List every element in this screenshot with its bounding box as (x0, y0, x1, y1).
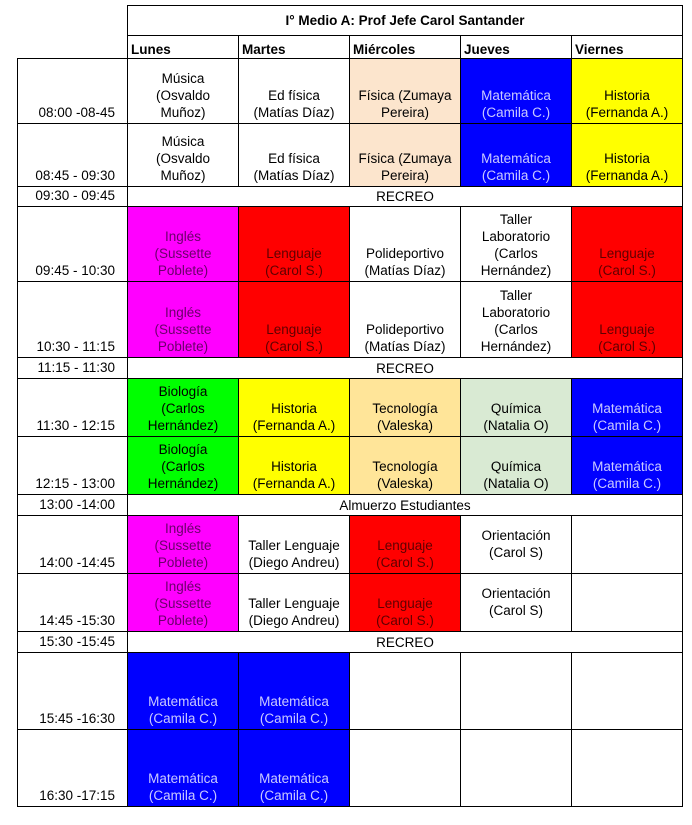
subject-name: Matemática (481, 151, 551, 166)
class-cell (128, 730, 239, 807)
subject-name: Taller Lenguaje (248, 538, 340, 553)
empty-cell (350, 730, 461, 807)
teacher-name: (Camila C.) (259, 711, 329, 726)
class-cell (572, 437, 683, 495)
teacher-name: (Matías Díaz) (364, 339, 446, 354)
subject-name: Tecnología (372, 401, 438, 416)
subject-name: Historia (271, 459, 317, 474)
break-label: RECREO (128, 358, 683, 379)
break-row (18, 495, 683, 516)
class-cell (239, 282, 350, 358)
time-slot-label: 09:45 - 10:30 (18, 207, 128, 282)
day-header-row (18, 36, 683, 59)
class-cell (239, 59, 350, 124)
class-cell (239, 437, 350, 495)
class-cell (239, 730, 350, 807)
subject-name: Química (490, 401, 542, 416)
empty-cell (572, 653, 683, 730)
empty-cell (572, 516, 683, 574)
teacher-name: (Carlos (494, 246, 538, 261)
time-slot-row (18, 282, 683, 358)
subject-name: Ed física (268, 88, 320, 103)
class-cell (572, 59, 683, 124)
class-cell (350, 437, 461, 495)
day-header-martes: Martes (239, 36, 350, 59)
teacher-name: (Carol S) (488, 544, 543, 560)
teacher-name: (Sussette (154, 246, 212, 261)
empty-cell (572, 574, 683, 632)
subject-name: Historia (604, 151, 650, 166)
class-cell (128, 59, 239, 124)
subject-name: Polideportivo (365, 246, 445, 261)
teacher-name: (Carol S.) (265, 339, 323, 354)
class-cell (461, 437, 572, 495)
class-cell (350, 207, 461, 282)
teacher-name: Pereira) (380, 105, 429, 120)
class-cell (461, 574, 572, 632)
break-label: RECREO (128, 632, 683, 653)
teacher-name: (Osvaldo (155, 88, 211, 103)
time-slot-row (18, 207, 683, 282)
class-cell (128, 437, 239, 495)
time-slot-label: 09:30 - 09:45 (18, 187, 128, 207)
teacher-name: Pereira) (380, 168, 429, 183)
empty-cell (461, 653, 572, 730)
teacher-name: (Fernanda A.) (585, 105, 669, 120)
time-slot-row (18, 59, 683, 124)
class-cell (572, 282, 683, 358)
teacher-name: Muñoz) (160, 105, 206, 120)
time-slot-label: 14:45 -15:30 (18, 574, 128, 632)
time-slot-label: 08:00 -08-45 (18, 59, 128, 124)
subject-name: Biología (158, 442, 208, 457)
teacher-name: (Carlos (494, 322, 538, 337)
teacher-name: (Fernanda A.) (585, 168, 669, 183)
time-slot-label: 11:30 - 12:15 (18, 379, 128, 437)
empty-cell (572, 730, 683, 807)
title-row (18, 6, 683, 36)
teacher-name: (Matías Díaz) (364, 263, 446, 278)
subject-name: Inglés (164, 521, 202, 536)
teacher-name: (Camila C.) (592, 418, 662, 433)
subject-name: Matemática (259, 694, 329, 709)
break-row (18, 187, 683, 207)
time-slot-row (18, 574, 683, 632)
class-cell (239, 653, 350, 730)
subject-name: Matemática (259, 771, 329, 786)
class-cell (461, 379, 572, 437)
schedule-body (18, 6, 683, 807)
time-slot-label: 13:00 -14:00 (18, 495, 128, 516)
teacher-name: (Camila C.) (259, 788, 329, 803)
time-slot-row (18, 730, 683, 807)
teacher-name: Hernández) (147, 476, 219, 491)
empty-cell (461, 730, 572, 807)
subject-name: Matemática (592, 459, 662, 474)
class-cell (350, 124, 461, 187)
class-cell (572, 379, 683, 437)
class-cell (128, 653, 239, 730)
teacher-name: (Fernanda A.) (252, 476, 336, 491)
class-cell (128, 516, 239, 574)
subject-name: Historia (271, 401, 317, 416)
teacher-name: (Camila C.) (592, 476, 662, 491)
break-row (18, 358, 683, 379)
time-slot-row (18, 437, 683, 495)
class-cell (461, 124, 572, 187)
subject-name: Física (Zumaya (358, 88, 452, 103)
subject-name: Orientación (481, 527, 551, 543)
subject-name: Inglés (164, 229, 202, 244)
subject-name: Tecnología (372, 459, 438, 474)
teacher-name: (Carlos (161, 459, 205, 474)
teacher-name: (Carol S.) (598, 339, 656, 354)
teacher-name: (Natalia O) (483, 418, 549, 433)
time-slot-row (18, 379, 683, 437)
teacher-name: (Carlos (161, 401, 205, 416)
day-header-jueves: Jueves (461, 36, 572, 59)
subject-name: Lenguaje (599, 322, 655, 337)
subject-name: Biología (158, 384, 208, 399)
teacher-name: Muñoz) (160, 168, 206, 183)
teacher-name: (Camila C.) (148, 788, 218, 803)
subject-name: Matemática (148, 771, 218, 786)
class-cell (239, 516, 350, 574)
teacher-name: Laboratorio (481, 305, 551, 320)
teacher-name: Hernández) (147, 418, 219, 433)
time-slot-row (18, 516, 683, 574)
teacher-name: Laboratorio (481, 229, 551, 244)
class-cell (239, 124, 350, 187)
schedule-table (17, 5, 683, 807)
teacher-name: (Natalia O) (483, 476, 549, 491)
teacher-name: (Camila C.) (481, 168, 551, 183)
day-header-viernes: Viernes (572, 36, 683, 59)
class-cell (461, 516, 572, 574)
teacher-name: Poblete) (157, 263, 209, 278)
teacher-name: Hernández) (480, 263, 552, 278)
class-cell (461, 282, 572, 358)
time-slot-label: 11:15 - 11:30 (18, 358, 128, 379)
subject-name: Lenguaje (266, 322, 322, 337)
teacher-name: (Camila C.) (148, 711, 218, 726)
subject-name: Orientación (481, 585, 551, 601)
teacher-name: Poblete) (157, 613, 209, 628)
subject-name: Música (161, 134, 205, 149)
class-cell (461, 59, 572, 124)
teacher-name: Poblete) (157, 339, 209, 354)
teacher-name: (Carol S.) (265, 263, 323, 278)
teacher-name: (Valeska) (376, 476, 434, 491)
teacher-name: (Camila C.) (481, 105, 551, 120)
time-slot-label: 12:15 - 13:00 (18, 437, 128, 495)
subject-name: Ed física (268, 151, 320, 166)
class-cell (461, 207, 572, 282)
class-cell (239, 379, 350, 437)
subject-name: Química (490, 459, 542, 474)
subject-name: Matemática (592, 401, 662, 416)
teacher-name: (Sussette (154, 322, 212, 337)
time-slot-label: 08:45 - 09:30 (18, 124, 128, 187)
class-cell (350, 516, 461, 574)
teacher-name: (Matías Díaz) (253, 105, 335, 120)
class-cell (128, 282, 239, 358)
teacher-name: (Carol S.) (376, 555, 434, 570)
time-slot-label: 14:00 -14:45 (18, 516, 128, 574)
class-cell (572, 124, 683, 187)
subject-name: Inglés (164, 579, 202, 594)
subject-name: Lenguaje (377, 538, 433, 553)
class-cell (350, 282, 461, 358)
time-slot-label: 10:30 - 11:15 (18, 282, 128, 358)
teacher-name: (Sussette (154, 538, 212, 553)
class-cell (128, 124, 239, 187)
empty-cell (350, 653, 461, 730)
subject-name: Taller Lenguaje (248, 596, 340, 611)
class-cell (239, 207, 350, 282)
day-header-lunes: Lunes (128, 36, 239, 59)
teacher-name: (Diego Andreu) (248, 555, 340, 570)
class-cell (128, 207, 239, 282)
subject-name: Lenguaje (266, 246, 322, 261)
subject-name: Historia (604, 88, 650, 103)
teacher-name: (Valeska) (376, 418, 434, 433)
time-slot-label: 15:45 -16:30 (18, 653, 128, 730)
class-cell (239, 574, 350, 632)
class-cell (350, 574, 461, 632)
day-header-miercoles: Miércoles (350, 36, 461, 59)
subject-name: Taller (499, 288, 533, 303)
subject-name: Música (161, 71, 205, 86)
subject-name: Matemática (481, 88, 551, 103)
break-row (18, 632, 683, 653)
teacher-name: (Diego Andreu) (248, 613, 340, 628)
time-slot-row (18, 653, 683, 730)
class-cell (350, 379, 461, 437)
teacher-name: (Carol S) (488, 602, 543, 618)
teacher-name: (Fernanda A.) (252, 418, 336, 433)
class-cell (350, 59, 461, 124)
teacher-name: Poblete) (157, 555, 209, 570)
subject-name: Polideportivo (365, 322, 445, 337)
teacher-name: (Carol S.) (598, 263, 656, 278)
break-label: Almuerzo Estudiantes (128, 495, 683, 516)
subject-name: Física (Zumaya (358, 151, 452, 166)
subject-name: Inglés (164, 305, 202, 320)
subject-name: Lenguaje (377, 596, 433, 611)
teacher-name: (Carol S.) (376, 613, 434, 628)
page-title: I° Medio A: Prof Jefe Carol Santander (128, 6, 683, 36)
corner-blank (18, 6, 128, 36)
teacher-name: Hernández) (480, 339, 552, 354)
class-cell (572, 207, 683, 282)
break-label: RECREO (128, 187, 683, 207)
time-slot-row (18, 124, 683, 187)
time-slot-label: 16:30 -17:15 (18, 730, 128, 807)
subject-name: Lenguaje (599, 246, 655, 261)
time-slot-label: 15:30 -15:45 (18, 632, 128, 653)
subject-name: Matemática (148, 694, 218, 709)
class-cell (128, 379, 239, 437)
teacher-name: (Sussette (154, 596, 212, 611)
teacher-name: (Matías Díaz) (253, 168, 335, 183)
teacher-name: (Osvaldo (155, 151, 211, 166)
class-cell (128, 574, 239, 632)
subject-name: Taller (499, 212, 533, 227)
corner-blank-2 (18, 36, 128, 59)
